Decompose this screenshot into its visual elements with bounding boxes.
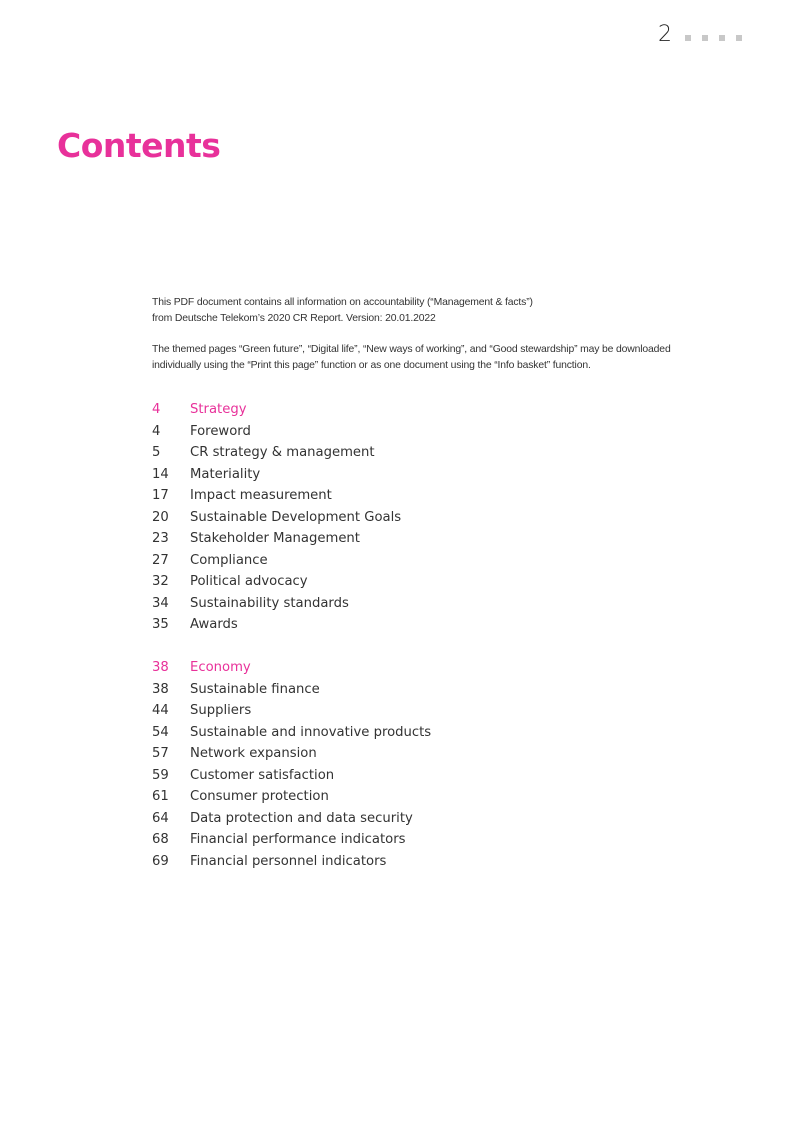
toc-label: Sustainability standards — [190, 595, 349, 611]
nav-dot — [702, 35, 708, 41]
toc-label: Materiality — [190, 466, 261, 482]
toc-item[interactable] — [152, 507, 401, 529]
toc-item[interactable] — [152, 593, 401, 615]
intro-line: from Deutsche Telekom’s 2020 CR Report. Version: 20.01.2022 — [152, 313, 436, 324]
toc-page-number: 20 — [152, 509, 169, 525]
toc-page-number: 54 — [152, 724, 169, 740]
toc-page-number: 68 — [152, 832, 169, 847]
nav-dot — [685, 35, 691, 41]
toc-label: Strategy — [190, 402, 247, 417]
nav-dot — [719, 35, 725, 41]
toc-label: Compliance — [190, 552, 268, 568]
toc-page-number: 14 — [152, 466, 169, 482]
toc-item[interactable] — [152, 722, 431, 744]
toc-page-number: 27 — [152, 552, 169, 568]
toc-page-number: 4 — [152, 402, 161, 417]
toc-page-number: 38 — [152, 660, 169, 675]
toc-label: Suppliers — [190, 703, 252, 718]
toc-label: Foreword — [190, 423, 251, 439]
toc-label: Political advocacy — [190, 574, 308, 589]
toc-section-heading[interactable] — [152, 399, 401, 421]
toc-label: Financial personnel indicators — [190, 853, 387, 869]
toc-item[interactable] — [152, 700, 431, 722]
toc-label: CR strategy & management — [190, 445, 375, 460]
toc-label: Financial performance indicators — [190, 832, 406, 847]
toc-label: Economy — [190, 660, 251, 675]
toc-item[interactable] — [152, 464, 401, 486]
toc-page-number: 17 — [152, 488, 169, 503]
toc-label: Consumer protection — [190, 789, 329, 804]
toc-item[interactable] — [152, 765, 431, 787]
page-number: 2 — [658, 22, 672, 47]
toc-label: Stakeholder Management — [190, 531, 360, 546]
toc-item[interactable] — [152, 851, 431, 873]
intro-line: The themed pages “Green future”, “Digital life”, “New ways of working”, and “Good stewardship” may be downloaded — [152, 344, 671, 355]
toc-item[interactable] — [152, 808, 431, 830]
intro-paragraph-2 — [152, 342, 752, 374]
toc-page-number: 59 — [152, 767, 169, 783]
toc-item[interactable] — [152, 614, 401, 636]
toc-item[interactable] — [152, 421, 401, 443]
toc-label: Network expansion — [190, 746, 317, 761]
toc-page-number: 64 — [152, 810, 169, 826]
toc-section-strategy — [152, 399, 401, 636]
toc-label: Sustainable finance — [190, 681, 320, 697]
page-title: Contents — [57, 126, 221, 165]
toc-page-number: 5 — [152, 445, 161, 460]
toc-item[interactable] — [152, 743, 431, 765]
toc-item[interactable] — [152, 528, 401, 550]
toc-label: Sustainable and innovative products — [190, 724, 432, 740]
page-header — [658, 22, 753, 48]
toc-item[interactable] — [152, 679, 431, 701]
toc-page-number: 61 — [152, 789, 169, 804]
toc-page-number: 38 — [152, 681, 169, 697]
toc-page-number: 44 — [152, 703, 169, 718]
nav-dot — [736, 35, 742, 41]
toc-label: Customer satisfaction — [190, 767, 335, 783]
toc-page-number: 23 — [152, 531, 169, 546]
toc-page-number: 4 — [152, 423, 161, 439]
toc-item[interactable] — [152, 786, 431, 808]
toc-page-number: 69 — [152, 853, 169, 869]
toc-item[interactable] — [152, 485, 401, 507]
toc-label: Impact measurement — [190, 488, 332, 503]
toc-item[interactable] — [152, 571, 401, 593]
toc-item[interactable] — [152, 442, 401, 464]
toc-section-heading[interactable] — [152, 657, 431, 679]
intro-paragraph-1 — [152, 295, 752, 327]
intro-text — [152, 295, 752, 389]
intro-line: individually using the “Print this page” function or as one document using the “Info basket” function. — [152, 360, 591, 371]
toc-page-number: 34 — [152, 595, 169, 611]
toc-page-number: 35 — [152, 617, 169, 632]
toc-page-number: 57 — [152, 746, 169, 761]
toc-item[interactable] — [152, 829, 431, 851]
toc-section-economy — [152, 657, 431, 872]
intro-line: This PDF document contains all information on accountability (“Management & facts”) — [152, 297, 533, 308]
toc-label: Awards — [190, 617, 238, 632]
toc-label: Data protection and data security — [190, 810, 413, 826]
toc-item[interactable] — [152, 550, 401, 572]
page-nav-dots — [685, 35, 753, 41]
toc-label: Sustainable Development Goals — [190, 509, 402, 525]
toc-page-number: 32 — [152, 574, 169, 589]
